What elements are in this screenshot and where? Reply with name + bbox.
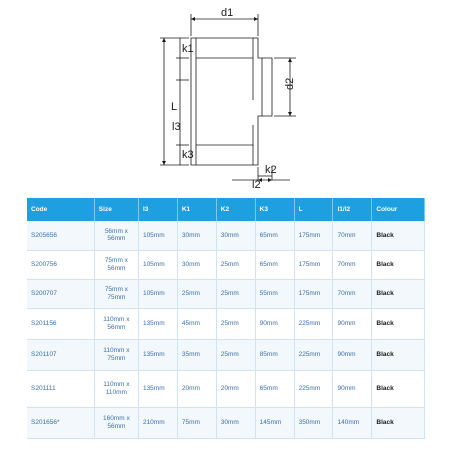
cell-k2: 25mm (216, 279, 255, 308)
cell-size: 110mm x 75mm (94, 339, 138, 370)
cell-L: 225mm (294, 339, 333, 370)
cell-L: 175mm (294, 279, 333, 308)
cell-l3: 105mm (138, 221, 177, 250)
header-code: Code (27, 198, 94, 221)
cell-l1-l2: 70mm (333, 279, 372, 308)
cell-L: 350mm (294, 407, 333, 438)
cell-L: 225mm (294, 370, 333, 407)
table-row (27, 339, 425, 370)
header-l1-l2: l1/l2 (333, 198, 372, 221)
cell-k2: 25mm (216, 339, 255, 370)
cell-k3: 90mm (255, 308, 294, 339)
cell-code: S200756 (27, 250, 94, 279)
cell-k2: 25mm (216, 308, 255, 339)
cell-L: 225mm (294, 308, 333, 339)
cell-code: S201111 (27, 370, 94, 407)
cell-colour: Black (372, 250, 425, 279)
cell-colour: Black (372, 339, 425, 370)
header-L: L (294, 198, 333, 221)
cell-colour: Black (372, 308, 425, 339)
header-colour: Colour (372, 198, 425, 221)
cell-l1-l2: 90mm (333, 339, 372, 370)
cell-k3: 65mm (255, 370, 294, 407)
cell-code: S200707 (27, 279, 94, 308)
cell-k1: 25mm (177, 279, 216, 308)
cell-code: S205656 (27, 221, 94, 250)
cell-code: S201156 (27, 308, 94, 339)
cell-l1-l2: 70mm (333, 221, 372, 250)
cell-k3: 55mm (255, 279, 294, 308)
label-L: L (171, 101, 178, 113)
cell-k3: 65mm (255, 250, 294, 279)
cell-colour: Black (372, 279, 425, 308)
tee-body-outline (191, 38, 272, 165)
cell-size: 110mm x 110mm (94, 370, 138, 407)
cell-l3: 135mm (138, 339, 177, 370)
cell-k1: 45mm (177, 308, 216, 339)
header-k1: K1 (177, 198, 216, 221)
table-row (27, 407, 425, 438)
cell-l1-l2: 70mm (333, 250, 372, 279)
table-header-row (27, 198, 425, 221)
label-k2: k2 (265, 164, 277, 176)
cell-size: 160mm x 56mm (94, 407, 138, 438)
cell-colour: Black (372, 221, 425, 250)
table-row (27, 279, 425, 308)
cell-colour: Black (372, 370, 425, 407)
cell-size: 75mm x 56mm (94, 250, 138, 279)
cell-k1: 30mm (177, 250, 216, 279)
table-body (27, 221, 425, 438)
cell-k3: 145mm (255, 407, 294, 438)
table-row (27, 370, 425, 407)
header-l3: l3 (138, 198, 177, 221)
header-k3: K3 (255, 198, 294, 221)
cell-size: 75mm x 75mm (94, 279, 138, 308)
cell-code: S201656* (27, 407, 94, 438)
cell-k3: 65mm (255, 221, 294, 250)
cell-L: 175mm (294, 250, 333, 279)
table-row (27, 221, 425, 250)
cell-k2: 30mm (216, 221, 255, 250)
cell-code: S201107 (27, 339, 94, 370)
cell-k1: 20mm (177, 370, 216, 407)
cell-l1-l2: 140mm (333, 407, 372, 438)
cell-l3: 210mm (138, 407, 177, 438)
cell-l3: 135mm (138, 370, 177, 407)
cell-l3: 105mm (138, 250, 177, 279)
cell-k1: 35mm (177, 339, 216, 370)
cell-k2: 25mm (216, 250, 255, 279)
header-k2: K2 (216, 198, 255, 221)
cell-k1: 75mm (177, 407, 216, 438)
cell-colour: Black (372, 407, 425, 438)
header-size: Size (94, 198, 138, 221)
cell-k2: 30mm (216, 407, 255, 438)
cell-k3: 85mm (255, 339, 294, 370)
label-d2: d2 (284, 77, 296, 90)
table-row (27, 308, 425, 339)
cell-k2: 20mm (216, 370, 255, 407)
label-l2: l2 (252, 179, 261, 191)
cell-size: 110mm x 56mm (94, 308, 138, 339)
specification-table (27, 198, 425, 439)
label-d1: d1 (221, 7, 234, 19)
cell-k1: 30mm (177, 221, 216, 250)
tee-fitting-diagram (0, 0, 452, 195)
cell-size: 56mm x 56mm (94, 221, 138, 250)
cell-l3: 105mm (138, 279, 177, 308)
cell-l1-l2: 90mm (333, 308, 372, 339)
label-k1: k1 (182, 43, 194, 55)
label-k3: k3 (182, 149, 194, 161)
table-row (27, 250, 425, 279)
cell-l1-l2: 90mm (333, 370, 372, 407)
cell-l3: 135mm (138, 308, 177, 339)
label-l3: l3 (172, 121, 181, 133)
cell-L: 175mm (294, 221, 333, 250)
